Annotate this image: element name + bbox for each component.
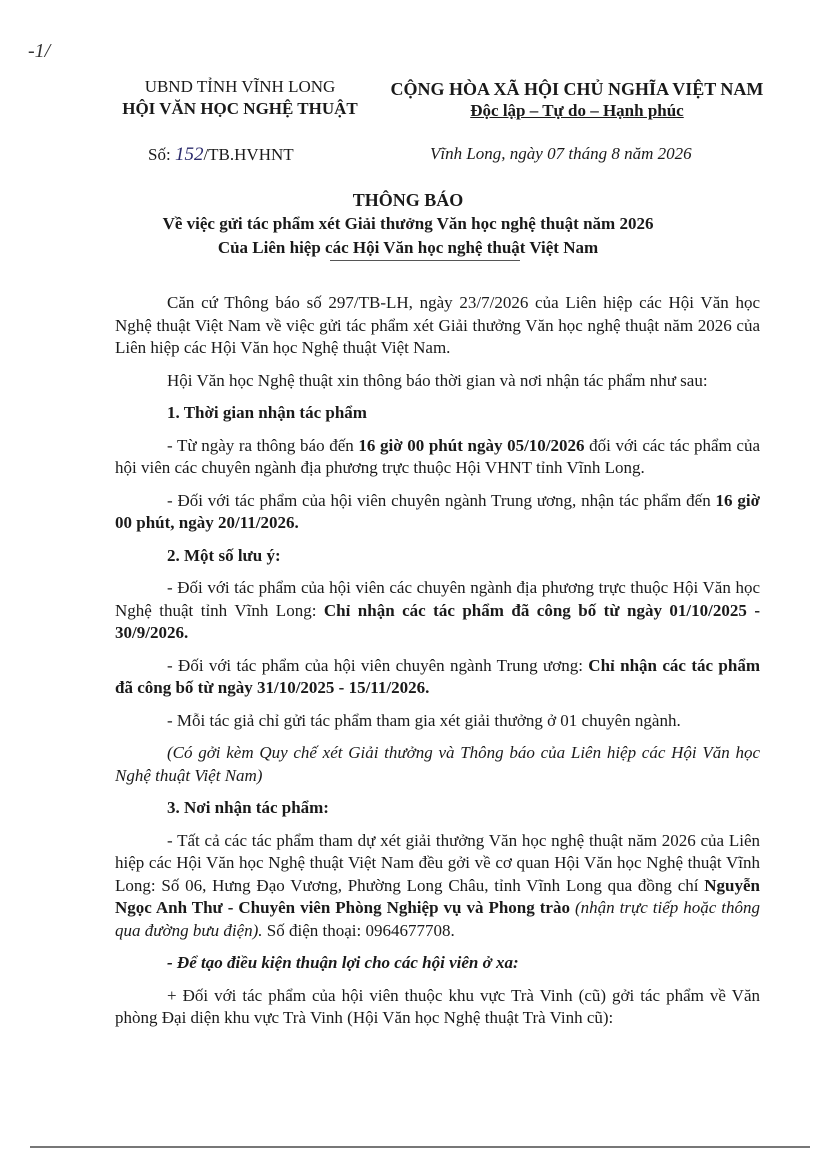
paragraph-tra-vinh: + Đối với tác phẩm của hội viên thuộc khu vực Trà Vinh (cũ) gởi tác phẩm về Văn phòng Đại diện khu vực Trà Vinh (Hội Văn học Nghệ thuật Trà Vinh cũ):	[115, 985, 760, 1027]
document-date: Vĩnh Long, ngày 07 tháng 8 năm 2026	[430, 144, 692, 163]
number-label: Số:	[148, 145, 171, 164]
title-divider	[330, 260, 520, 261]
phone-number: Số điện thoại: 0964677708.	[262, 920, 455, 940]
document-body	[115, 292, 760, 1040]
sub-heading-remote-members: - Để tạo điều kiện thuận lợi cho các hội viên ở xa:	[167, 953, 519, 972]
deadline-central: 16 giờ 00 phút, ngày 20/11/2026.	[115, 490, 760, 532]
period-local: Chỉ nhận các tác phẩm đã công bố từ ngày 01/10/2025 - 30/9/2026.	[115, 600, 760, 642]
paragraph-note-local	[115, 577, 760, 645]
paragraph-note-central	[115, 655, 760, 700]
document-title	[0, 188, 816, 260]
paragraph-deadline-central	[115, 490, 760, 535]
paragraph-note-one-category: - Mỗi tác giả chỉ gửi tác phẩm tham gia xét giải thưởng ở 01 chuyên ngành.	[167, 710, 681, 730]
handwritten-mark: -1/	[28, 40, 51, 62]
text-run: - Đối với tác phẩm của hội viên chuyên ngành Trung ương:	[167, 655, 589, 675]
document-number	[148, 144, 294, 166]
org-line-2: HỘI VĂN HỌC NGHỆ THUẬT	[122, 99, 358, 118]
title-line-3: Của Liên hiệp các Hội Văn học nghệ thuật Việt Nam	[217, 238, 599, 257]
title-line-1: THÔNG BÁO	[352, 190, 464, 210]
paragraph-intro: Hội Văn học Nghệ thuật xin thông báo thời gian và nơi nhận tác phẩm như sau:	[167, 370, 708, 390]
text-run: - Từ ngày ra thông báo đến	[167, 435, 359, 455]
issuing-organization	[100, 76, 380, 120]
text-run: - Tất cả các tác phẩm tham dự xét giải thưởng Văn học nghệ thuật năm 2026 của Liên hiệp các Hội Văn học Nghệ thuật Việt Nam đều gởi về cơ quan Hội Văn học Nghệ thuật Vĩnh Long: Số 06, Hưng Đạo Vương, Phường Long Châu, tỉnh Vĩnh Long qua đồng chí	[115, 830, 760, 895]
paragraph-submission-address	[115, 830, 760, 943]
text-run: đối với các tác phẩm của hội viên các chuyên ngành địa phương trực thuộc Hội VHNT tỉnh Vĩnh Long.	[115, 435, 760, 477]
deadline-local: 16 giờ 00 phút ngày 05/10/2026	[358, 435, 585, 455]
national-heading	[372, 78, 782, 122]
paragraph-deadline-local	[115, 435, 760, 480]
number-suffix: /TB.HVHNT	[203, 145, 294, 164]
title-line-2: Về việc gửi tác phẩm xét Giải thưởng Văn học nghệ thuật năm 2026	[162, 214, 654, 233]
contact-person: Nguyễn Ngọc Anh Thư - Chuyên viên Phòng Nghiệp vụ và Phong trào	[115, 875, 760, 917]
section-heading-2: 2. Một số lưu ý:	[167, 545, 281, 565]
paragraph-attachment-note: (Có gởi kèm Quy chế xét Giải thưởng và Thông báo của Liên hiệp các Hội Văn học Nghệ thuật Việt Nam)	[115, 743, 760, 785]
section-heading-1: 1. Thời gian nhận tác phẩm	[167, 403, 367, 422]
period-central: Chỉ nhận các tác phẩm đã công bố từ ngày 31/10/2025 - 15/11/2026.	[115, 655, 760, 697]
org-line-1: UBND TỈNH VĨNH LONG	[144, 77, 336, 96]
country-name: CỘNG HÒA XÃ HỘI CHỦ NGHĨA VIỆT NAM	[390, 79, 764, 99]
text-run: - Đối với tác phẩm của hội viên các chuyên ngành địa phương trực thuộc Hội Văn học Nghệ thuật tỉnh Vĩnh Long:	[115, 578, 760, 620]
delivery-method: (nhận trực tiếp hoặc thông qua đường bưu điện).	[115, 898, 761, 940]
paragraph-basis: Căn cứ Thông báo số 297/TB-LH, ngày 23/7/2026 của Liên hiệp các Hội Văn học Nghệ thuật Việt Nam về việc gửi tác phẩm xét Giải thưởng Văn học nghệ thuật năm 2026 của Liên hiệp các Hội Văn học Nghệ thuật Việt Nam.	[115, 293, 760, 357]
national-motto: Độc lập – Tự do – Hạnh phúc	[470, 101, 684, 120]
page-bottom-edge	[30, 1146, 810, 1148]
text-run: - Đối với tác phẩm của hội viên chuyên ngành Trung ương, nhận tác phẩm đến	[167, 490, 716, 510]
number-handwritten: 152	[174, 144, 204, 165]
section-heading-3: 3. Nơi nhận tác phẩm:	[167, 798, 329, 817]
